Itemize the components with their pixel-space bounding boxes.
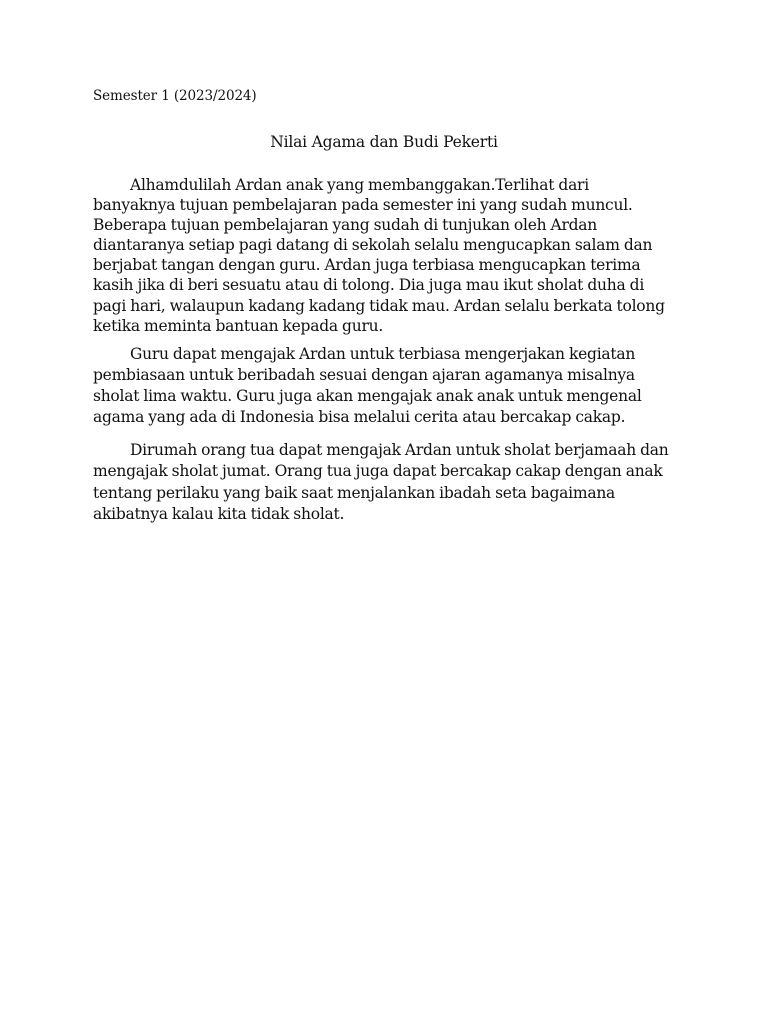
paragraph-line: Dirumah orang tua dapat mengajak Ardan untuk sholat berjamaah dan — [130, 441, 669, 459]
paragraph-line: agama yang ada di Indonesia bisa melalui cerita atau bercakap cakap. — [93, 408, 626, 427]
paragraph-2 — [93, 344, 693, 428]
paragraph-line: berjabat tangan dengan guru. Ardan juga terbiasa mengucapkan terima — [93, 256, 641, 275]
paragraph-line: tentang perilaku yang baik saat menjalankan ibadah seta bagaimana — [93, 483, 616, 502]
paragraph-line: mengajak sholat jumat. Orang tua juga dapat bercakap cakap dengan anak — [93, 462, 663, 481]
paragraph-line: Alhamdulilah Ardan anak yang membanggakan.Terlihat dari — [130, 176, 589, 194]
paragraph-line: Beberapa tujuan pembelajaran yang sudah di tunjukan oleh Ardan — [93, 216, 598, 235]
paragraph-line: sholat lima waktu. Guru juga akan mengajak anak anak untuk mengenal — [93, 387, 642, 406]
paragraph-line: diantaranya setiap pagi datang di sekolah selalu mengucapkan salam dan — [93, 236, 653, 255]
paragraph-line: akibatnya kalau kita tidak sholat. — [93, 504, 345, 523]
paragraph-line: pagi hari, walaupun kadang kadang tidak mau. Ardan selalu berkata tolong — [93, 296, 665, 315]
paragraph-line: kasih jika di beri sesuatu atau di tolong. Dia juga mau ikut sholat duha di — [93, 276, 645, 295]
document-title: Nilai Agama dan Budi Pekerti — [270, 133, 498, 151]
paragraph-line: banyaknya tujuan pembelajaran pada semester ini yang sudah muncul. — [93, 196, 633, 215]
semester-header: Semester 1 (2023/2024) — [93, 88, 257, 104]
paragraph-1 — [93, 175, 693, 336]
paragraph-line: ketika meminta bantuan kepada guru. — [93, 316, 384, 335]
paragraph-line: Guru dapat mengajak Ardan untuk terbiasa mengerjakan kegiatan — [130, 345, 636, 363]
paragraph-line: pembiasaan untuk beribadah sesuai dengan ajaran agamanya misalnya — [93, 366, 635, 385]
paragraph-3 — [93, 440, 693, 525]
